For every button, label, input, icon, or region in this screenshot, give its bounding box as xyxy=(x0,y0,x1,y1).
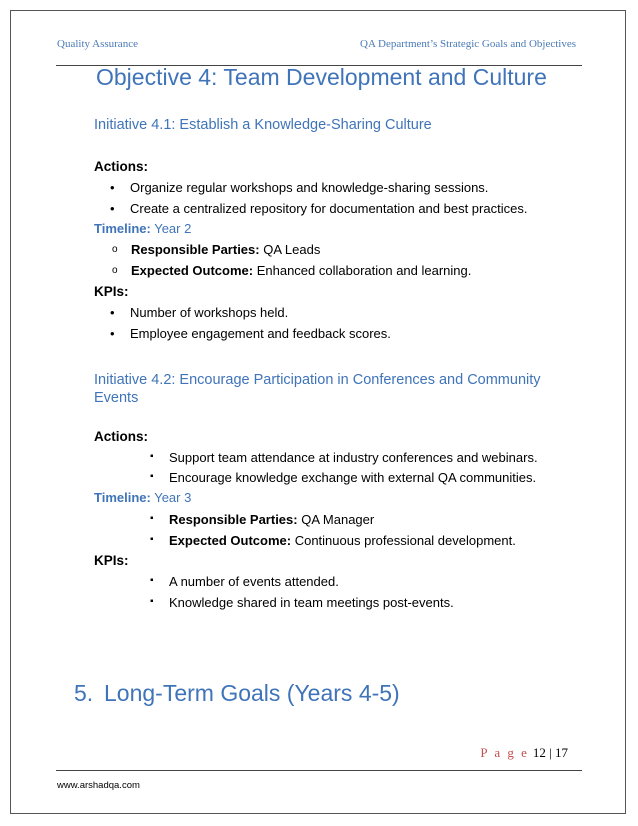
list-item: ▪ A number of events attended. xyxy=(150,574,339,589)
list-item: ▪ Support team attendance at industry conferences and webinars. xyxy=(150,450,538,465)
page-number: P a g e 12 | 17 xyxy=(480,745,568,760)
kpis-label: KPIs: xyxy=(94,553,129,568)
square-bullet-icon: ▪ xyxy=(150,534,154,545)
square-bullet-icon: ▪ xyxy=(150,471,154,482)
header-left: Quality Assurance xyxy=(57,38,138,50)
bullet-icon: • xyxy=(110,201,115,216)
square-bullet-icon: ▪ xyxy=(150,513,154,524)
kpis-label: KPIs: xyxy=(94,284,129,299)
list-item: • Organize regular workshops and knowledge-sharing sessions. xyxy=(110,180,489,195)
initiative-4-2-title: Initiative 4.2: Encourage Participation in Conferences and Community Events xyxy=(94,372,541,406)
square-bullet-icon: ▪ xyxy=(150,596,154,607)
bullet-icon: • xyxy=(110,326,115,341)
circle-bullet-icon: o xyxy=(112,265,118,276)
square-bullet-icon: ▪ xyxy=(150,451,154,462)
timeline: Timeline: Year 2 xyxy=(94,221,192,236)
list-item: o Expected Outcome: Enhanced collaboration and learning. xyxy=(112,263,472,278)
list-item: o Responsible Parties: QA Leads xyxy=(112,242,321,257)
bullet-icon: • xyxy=(110,305,115,320)
list-item: • Create a centralized repository for documentation and best practices. xyxy=(110,201,528,216)
section-5-heading: 5. Long-Term Goals (Years 4-5) xyxy=(74,680,400,706)
timeline: Timeline: Year 3 xyxy=(94,490,192,505)
actions-label: Actions: xyxy=(94,159,148,174)
list-item: ▪ Responsible Parties: QA Manager xyxy=(150,512,375,527)
list-item: ▪ Encourage knowledge exchange with external QA communities. xyxy=(150,470,537,485)
circle-bullet-icon: o xyxy=(112,244,118,255)
list-item: • Employee engagement and feedback scores. xyxy=(110,326,391,341)
initiative-4-1-title: Initiative 4.1: Establish a Knowledge-Sharing Culture xyxy=(94,117,432,133)
square-bullet-icon: ▪ xyxy=(150,575,154,586)
footer-divider xyxy=(56,770,582,771)
header-right: QA Department’s Strategic Goals and Objectives xyxy=(360,38,576,50)
footer-url: www.arshadqa.com xyxy=(57,780,140,791)
actions-label: Actions: xyxy=(94,429,148,444)
list-item: • Number of workshops held. xyxy=(110,305,289,320)
list-item: ▪ Expected Outcome: Continuous professional development. xyxy=(150,533,516,548)
list-item: ▪ Knowledge shared in team meetings post-events. xyxy=(150,595,454,610)
objective-title: Objective 4: Team Development and Culture xyxy=(96,64,547,90)
bullet-icon: • xyxy=(110,180,115,195)
